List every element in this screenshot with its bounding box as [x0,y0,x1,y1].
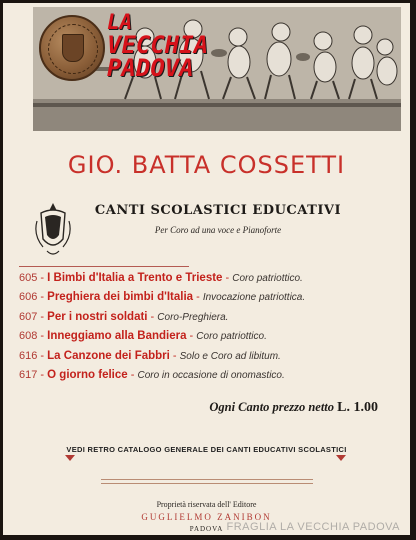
song-description: Invocazione patriottica. [202,292,306,304]
publisher-name: GUGLIELMO ZANIBON [141,512,272,522]
song-description: Coro patriottico. [196,331,267,343]
song-item: 617 - O giorno felice - Coro in occasione di onomastico. [19,368,285,381]
song-item: 616 - La Canzone dei Fabbri - Solo e Coro ad libitum. [19,349,281,362]
brand-line-1: LA [107,10,133,34]
crest-emblem-icon [33,199,73,261]
ornament-right-icon [336,455,346,461]
catalog-note: VEDI RETRO CATALOGO GENERALE DEI CANTI EDUCATIVI SCOLASTICI [66,445,347,454]
song-description: Solo e Coro ad libitum. [179,350,281,362]
brand-line-2: VECCHIA [107,31,209,59]
composer-name: GIO. BATTA COSSETTI [67,151,346,179]
song-list [19,269,399,385]
song-title: Inneggiamo alla Bandiera [47,330,187,343]
song-item: 608 - Inneggiamo alla Bandiera - Coro patriottico. [19,330,267,343]
price-label: Ogni Canto prezzo netto [209,400,335,414]
song-title: La Canzone dei Fabbri [47,349,170,362]
publisher-rights: Proprietà riservata dell' Editore [156,500,257,509]
song-title: I Bimbi d'Italia a Trento e Trieste [47,272,223,284]
song-number: 616 [19,349,38,362]
song-number: 606 [19,291,38,304]
song-number: 605 [19,272,38,284]
series-subtitle: Per Coro ad una voce e Pianoforte [154,225,282,235]
cherub-frieze-illustration [33,7,401,131]
song-number: 617 [19,368,38,381]
song-item: 605 - I Bimbi d'Italia a Trento e Trieste - Coro patriottico. [19,272,303,284]
song-item: 607 - Per i nostri soldati - Coro-Preghiera. [19,310,229,323]
song-description: Coro-Preghiera. [157,311,229,323]
song-description: Coro patriottico. [232,273,303,284]
song-description: Coro in occasione di onomastico. [137,369,285,381]
song-title: Preghiera dei bimbi d'Italia [47,291,194,304]
price-line [209,400,378,416]
series-title: CANTI SCOLASTICI EDUCATIVI [94,203,342,218]
watermark: FRAGLIA LA VECCHIA PADOVA [226,521,400,533]
song-number: 607 [19,310,38,323]
medallion-seal-icon [39,15,105,81]
double-rule-divider [101,479,313,484]
song-item: 606 - Preghiera dei bimbi d'Italia - Invocazione patriottica. [19,291,306,304]
song-title: Per i nostri soldati [47,310,148,323]
divider-rule [19,266,189,267]
song-title: O giorno felice [47,368,128,381]
brand-line-3: PADOVA [107,54,194,82]
publisher-city: PADOVA [189,525,224,533]
song-number: 608 [19,330,38,343]
price-amount: L. 1.00 [337,400,378,415]
score-cover [3,3,410,535]
brand-logo [107,11,247,80]
ornament-left-icon [65,455,75,461]
